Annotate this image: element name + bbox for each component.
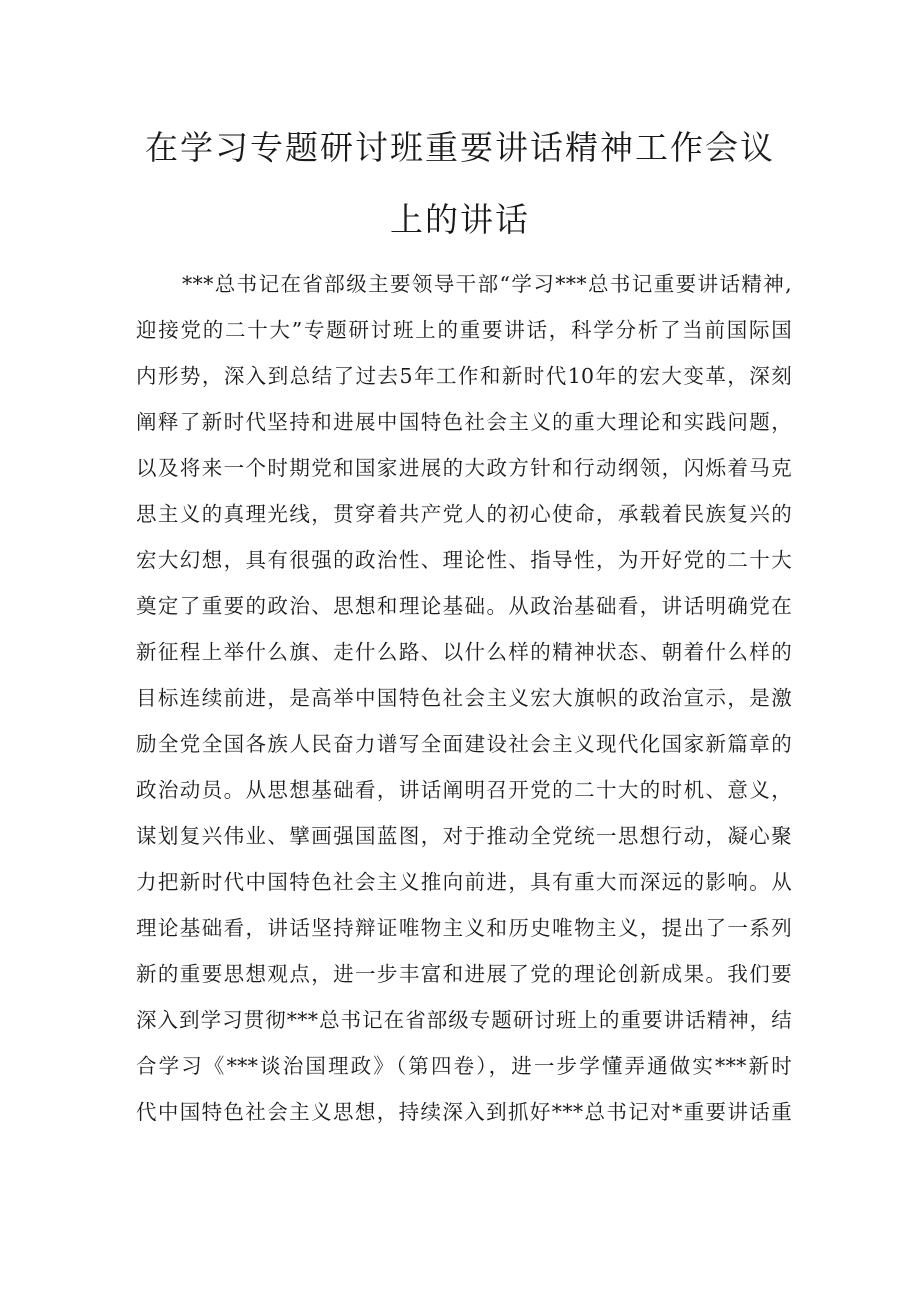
body-text-line: 政治动员。从思想基础看，讲话阐明召开党的二十大的时机、意义，	[136, 778, 792, 802]
body-text-line: 内形势，深入到总结了过去5年工作和新时代10年的宏大变革，深刻	[136, 364, 792, 388]
body-text-line: 新征程上举什么旗、走什么路、以什么样的精神状态、朝着什么样的	[136, 640, 792, 664]
body-text-line: 理论基础看，讲话坚持辩证唯物主义和历史唯物主义，提出了一系列	[136, 916, 792, 940]
document-title-line-2: 上的讲话	[390, 200, 530, 239]
body-text-line: 阐释了新时代坚持和进展中国特色社会主义的重大理论和实践问题，	[136, 410, 792, 434]
body-text-line: 励全党全国各族人民奋力谱写全面建设社会主义现代化国家新篇章的	[136, 732, 792, 756]
body-text-line: 思主义的真理光线，贯穿着共产党人的初心使命，承载着民族复兴的	[136, 502, 792, 526]
body-text-line: 代中国特色社会主义思想，持续深入到抓好***总书记对*重要讲话重	[136, 1100, 792, 1124]
body-text-line: 迎接党的二十大”专题研讨班上的重要讲话，科学分析了当前国际国	[136, 318, 792, 342]
body-text-line: 谋划复兴伟业、擘画强国蓝图，对于推动全党统一思想行动，凝心聚	[136, 824, 792, 848]
body-text-line: 奠定了重要的政治、思想和理论基础。从政治基础看，讲话明确党在	[136, 594, 792, 618]
body-text-line: 以及将来一个时期党和国家进展的大政方针和行动纲领，闪烁着马克	[136, 456, 792, 480]
body-text-line: 宏大幻想，具有很强的政治性、理论性、指导性，为开好党的二十大	[136, 548, 792, 572]
document-title-line-1: 在学习专题研讨班重要讲话精神工作会议	[145, 128, 775, 167]
body-text-line: 目标连续前进，是高举中国特色社会主义宏大旗帜的政治宣示，是激	[136, 686, 792, 710]
body-text-line: ***总书记在省部级主要领导干部“学习***总书记重要讲话精神,	[182, 272, 792, 296]
body-text-line: 力把新时代中国特色社会主义推向前进，具有重大而深远的影响。从	[136, 870, 792, 894]
body-text-line: 深入到学习贯彻***总书记在省部级专题研讨班上的重要讲话精神，结	[136, 1008, 792, 1032]
body-text-line: 新的重要思想观点，进一步丰富和进展了党的理论创新成果。我们要	[136, 962, 792, 986]
body-text-line: 合学习《***谈治国理政》（第四卷），进一步学懂弄通做实***新时	[136, 1054, 792, 1078]
